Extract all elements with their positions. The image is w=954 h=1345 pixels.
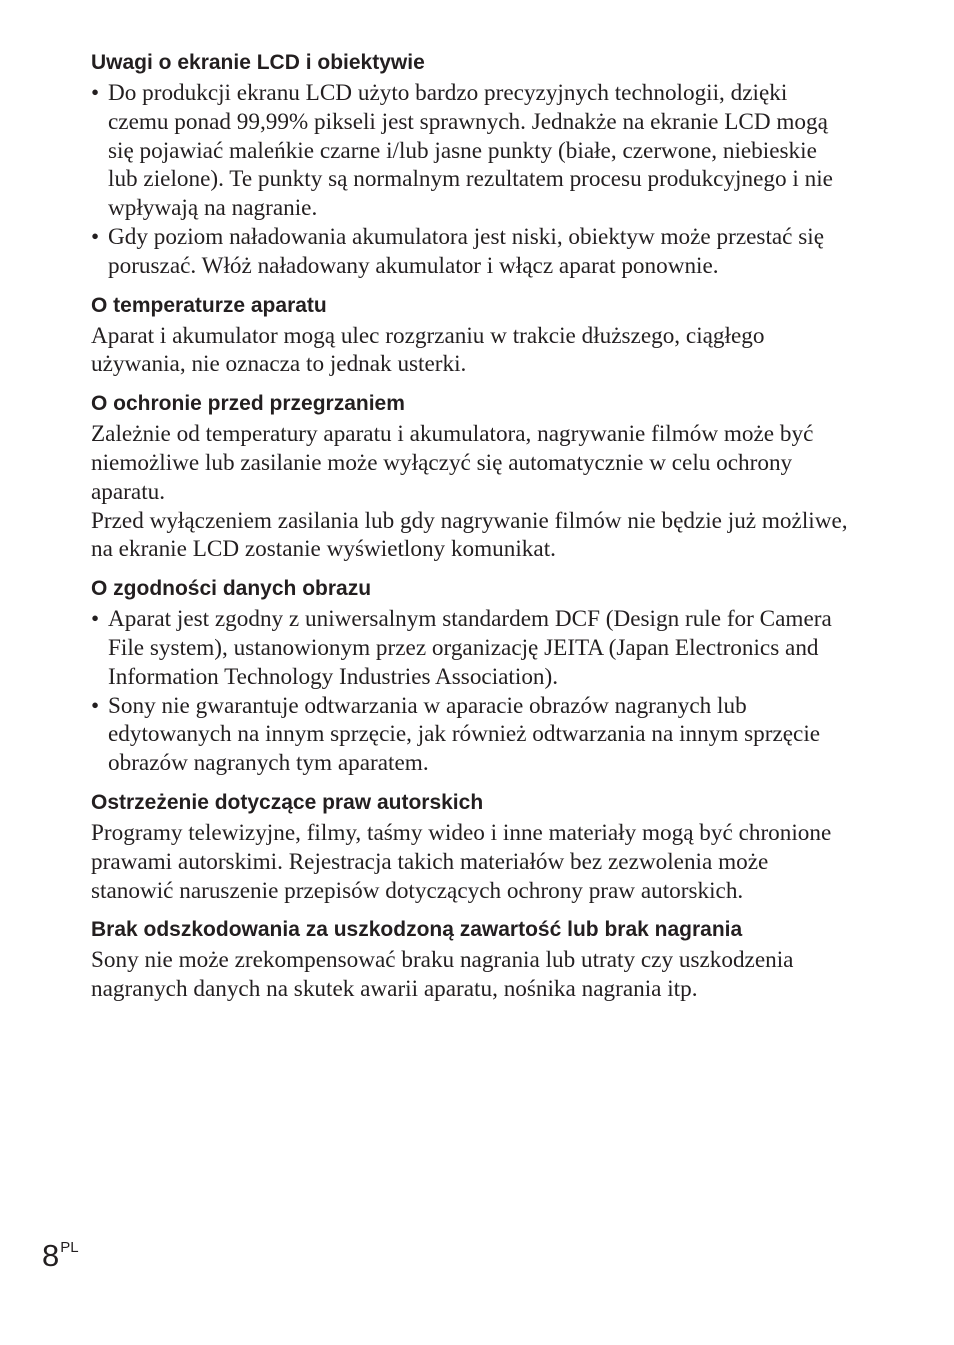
bullet-item — [91, 79, 851, 223]
section-heading: O ochronie przed przegrzaniem — [91, 392, 405, 416]
section-heading: O temperaturze aparatu — [91, 293, 327, 317]
bullet-symbol: • — [91, 223, 100, 250]
section-image-data-compatibility — [91, 576, 851, 778]
paragraph: Sony nie może zrekompensować braku nagrania lub utraty czy uszkodzenia nagranych danych na skutek awarii aparatu, nośnika nagrania itp. — [91, 947, 794, 1003]
section-heading: Ostrzeżenie dotyczące praw autorskich — [91, 790, 484, 814]
paragraph: Aparat i akumulator mogą ulec rozgrzaniu w trakcie dłuższego, ciągłego używania, nie oznacza to jednak usterki. — [91, 322, 765, 378]
bullet-text: Do produkcji ekranu LCD użyto bardzo precyzyjnych technologii, dzięki czemu ponad 99,99% pikseli jest sprawnych. Jednakże na ekranie LCD mogą się pojawiać maleńkie czarne i/lub jasne punkty (białe, czerwone, niebieskie lub zielone). Te punkty są normalnym rezultatem procesu produkcyjnego i nie wpływają na nagranie. — [108, 80, 833, 222]
section-copyright-warning — [91, 790, 851, 905]
bullet-item — [91, 605, 851, 691]
bullet-text: Gdy poziom naładowania akumulatora jest niski, obiektyw może przestać się poruszać. Włóż naładowany akumulator i włącz aparat ponownie. — [108, 223, 825, 279]
bullet-symbol: • — [91, 80, 100, 106]
section-overheat-protection — [91, 391, 851, 564]
page-number-value: 8 — [42, 1238, 60, 1273]
section-lcd-and-lens — [91, 50, 851, 281]
paragraph: Zależnie od temperatury aparatu i akumulatora, nagrywanie filmów może być niemożliwe lub zasilanie może wyłączyć się automatycznie w celu ochrony aparatu. — [91, 421, 814, 505]
section-no-compensation — [91, 917, 851, 1004]
paragraph: Przed wyłączeniem zasilania lub gdy nagrywanie filmów nie będzie już możliwe, na ekranie LCD zostanie wyświetlony komunikat. — [91, 507, 848, 563]
section-heading: O zgodności danych obrazu — [91, 577, 372, 601]
bullet-text: Aparat jest zgodny z uniwersalnym standardem DCF (Design rule for Camera File system), ustanowionym przez organizację JEITA (Japan Electronics and Information Technology Industries Association). — [108, 606, 832, 690]
manual-page-content — [91, 50, 851, 1016]
bullet-symbol: • — [91, 606, 100, 633]
bullet-symbol: • — [91, 692, 100, 719]
bullet-item — [91, 692, 851, 778]
page-number — [42, 1236, 79, 1276]
bullet-text: Sony nie gwarantuje odtwarzania w aparacie obrazów nagranych lub edytowanych na innym sprzęcie, jak również odtwarzania na innym sprzęcie obrazów nagranych tym aparatem. — [108, 692, 821, 777]
page-language-code: PL — [60, 1239, 79, 1256]
section-heading: Uwagi o ekranie LCD i obiektywie — [91, 51, 425, 74]
section-camera-temperature — [91, 293, 851, 380]
bullet-list — [91, 605, 851, 778]
bullet-list — [91, 79, 851, 281]
section-heading: Brak odszkodowania za uszkodzoną zawartość lub brak nagrania — [91, 918, 743, 942]
paragraph: Programy telewizyjne, filmy, taśmy wideo i inne materiały mogą być chronione prawami autorskimi. Rejestracja takich materiałów bez zezwolenia może stanowić naruszenie przepisów dotyczących ochrony praw autorskich. — [91, 819, 832, 904]
bullet-item — [91, 223, 851, 281]
